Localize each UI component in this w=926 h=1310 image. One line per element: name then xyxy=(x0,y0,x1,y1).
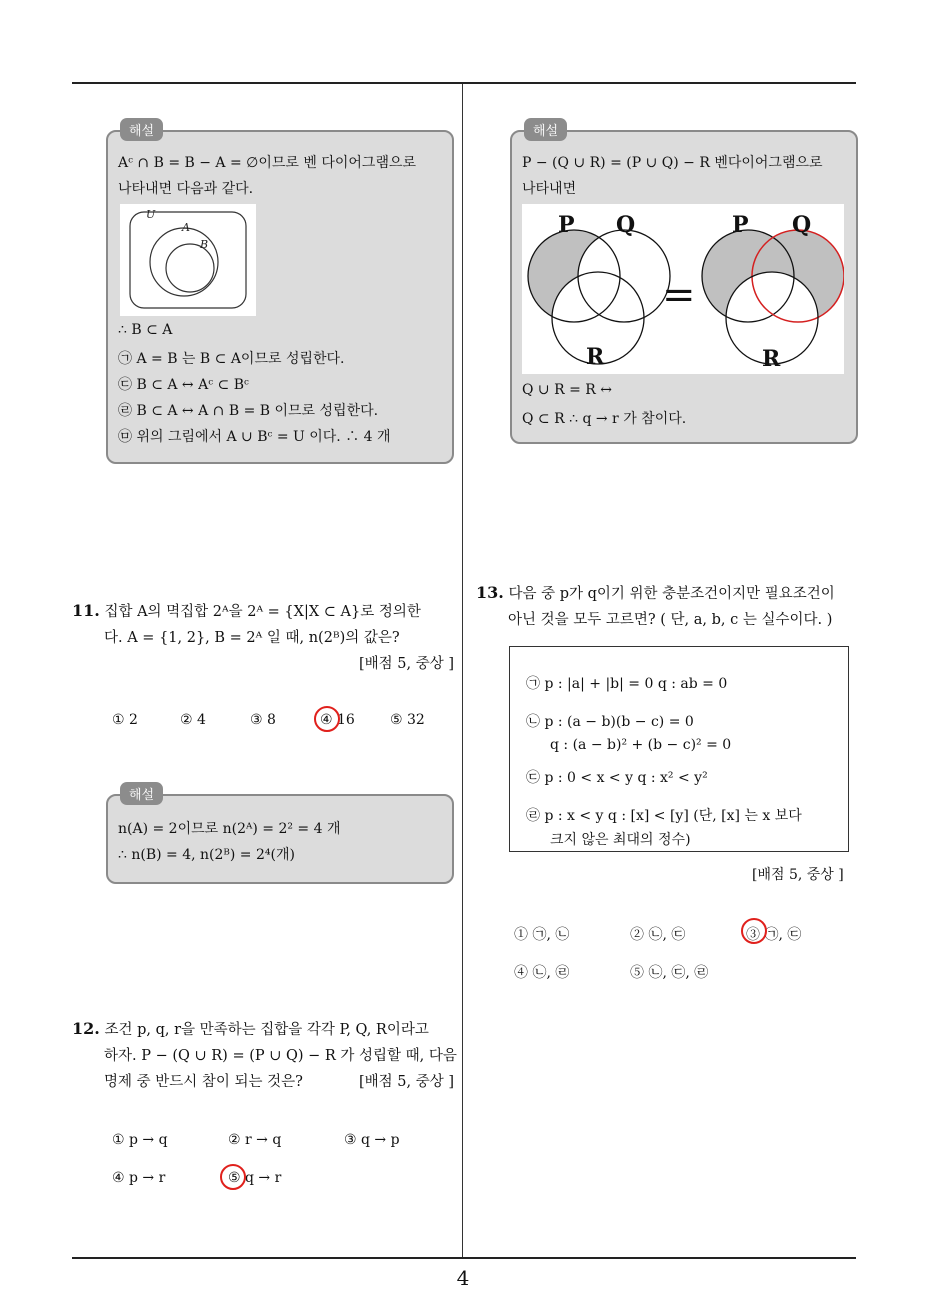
choice-option[interactable]: ⑤ 32 xyxy=(390,712,425,728)
question-text: 아닌 것을 모두 고르면? ( 단, a, b, c 는 실수이다. ) xyxy=(508,612,833,628)
choice-option[interactable]: ① 2 xyxy=(112,712,138,728)
solution-box-1 xyxy=(106,124,454,464)
question-number: 11. xyxy=(72,601,100,620)
question-11 xyxy=(72,598,454,677)
solution-tag: 해설 xyxy=(120,782,163,805)
question-text: 명제 중 반드시 참이 되는 것은? xyxy=(104,1074,303,1090)
solution-line: Aᶜ ∩ B = B − A = ∅이므로 벤 다이어그램으로 xyxy=(118,155,417,171)
solution-line: ㉤ 위의 그림에서 A ∪ Bᶜ = U 이다. ∴ 4 개 xyxy=(118,429,391,445)
choice-option[interactable]: ② 4 xyxy=(180,712,206,728)
venn-label-b: B xyxy=(200,238,209,251)
choice-option[interactable]: ④ 16 xyxy=(320,712,355,728)
question-number: 12. xyxy=(72,1019,100,1038)
venn-label-p: P xyxy=(732,212,749,238)
question-text: 하자. P − (Q ∪ R) = (P ∪ Q) − R 가 성립할 때, 다음 xyxy=(104,1048,457,1064)
venn-label-q: Q xyxy=(616,212,636,238)
solution-line: Q ⊂ R ∴ q → r 가 참이다. xyxy=(522,411,687,427)
choice-option[interactable]: ③ q → p xyxy=(344,1132,400,1148)
solution-line: Q ∪ R = R ↔ xyxy=(522,382,613,398)
question-text: 다음 중 p가 q이기 위한 충분조건이지만 필요조건이 xyxy=(508,586,835,602)
question-number: 13. xyxy=(476,583,504,602)
solution-line: 나타내면 다음과 같다. xyxy=(118,181,254,197)
column-divider xyxy=(462,84,463,1258)
bottom-rule xyxy=(72,1257,856,1259)
answer-mark xyxy=(220,1164,246,1190)
score-label: [배점 5, 중상 ] xyxy=(358,1074,454,1090)
question-13 xyxy=(476,580,860,633)
venn-label-u: U xyxy=(146,208,156,221)
question-text: 조건 p, q, r을 만족하는 집합을 각각 P, Q, R이라고 xyxy=(104,1022,429,1038)
solution-tag: 해설 xyxy=(524,118,567,141)
venn-label-a: A xyxy=(182,221,190,234)
choice-option[interactable]: ③ ㉠, ㉢ xyxy=(746,927,802,943)
venn-label-r: R xyxy=(762,346,781,372)
solution-line: n(A) = 2이므로 n(2ᴬ) = 2² = 4 개 xyxy=(118,821,341,837)
choice-option[interactable]: ⑤ q → r xyxy=(228,1170,282,1186)
venn-diagram-pqr xyxy=(522,204,844,374)
choice-option[interactable]: ⑤ ㉡, ㉢, ㉣ xyxy=(630,965,709,981)
choice-option[interactable]: ④ ㉡, ㉣ xyxy=(514,965,570,981)
score-label: [배점 5, 중상 ] xyxy=(358,656,454,672)
question-text: 집합 A의 멱집합 2ᴬ을 2ᴬ = {X|X ⊂ A}로 정의한 xyxy=(104,604,421,620)
condition-line: ㉣ p : x < y q : [x] < [y] (단, [x] 는 x 보다 xyxy=(526,808,802,824)
venn-label-p: P xyxy=(558,212,575,238)
choice-option[interactable]: ① ㉠, ㉡ xyxy=(514,927,570,943)
solution-line: 나타내면 xyxy=(522,181,577,197)
question-12 xyxy=(72,1016,457,1095)
solution-line: P − (Q ∪ R) = (P ∪ Q) − R 벤다이어그램으로 xyxy=(522,155,823,171)
solution-line: ∴ B ⊂ A xyxy=(118,322,173,338)
answer-mark xyxy=(314,706,340,732)
venn-label-q: Q xyxy=(792,212,812,238)
page-number: 4 xyxy=(456,1266,470,1290)
solution-line: ㉣ B ⊂ A ↔ A ∩ B = B 이므로 성립한다. xyxy=(118,403,379,419)
condition-line: ㉢ p : 0 < x < y q : x² < y² xyxy=(526,770,708,786)
solution-box-3 xyxy=(510,124,858,444)
condition-line: 크지 않은 최대의 정수) xyxy=(550,832,691,848)
choice-option[interactable]: ② r → q xyxy=(228,1132,282,1148)
equals-sign: = xyxy=(662,272,696,318)
solution-line: ㉢ B ⊂ A ↔ Aᶜ ⊂ Bᶜ xyxy=(118,377,249,393)
solution-box-2 xyxy=(106,788,454,884)
choice-option[interactable]: ③ 8 xyxy=(250,712,276,728)
solution-tag: 해설 xyxy=(120,118,163,141)
choice-option[interactable]: ② ㉡, ㉢ xyxy=(630,927,686,943)
condition-line: ㉡ p : (a − b)(b − c) = 0 xyxy=(526,714,694,730)
choice-option[interactable]: ④ p → r xyxy=(112,1170,166,1186)
condition-line: q : (a − b)² + (b − c)² = 0 xyxy=(550,737,732,753)
condition-line: ㉠ p : |a| + |b| = 0 q : ab = 0 xyxy=(526,676,728,692)
venn-diagram-subset xyxy=(120,204,256,316)
venn-label-r: R xyxy=(586,344,605,370)
answer-mark xyxy=(741,918,767,944)
choice-option[interactable]: ① p → q xyxy=(112,1132,168,1148)
top-rule xyxy=(72,82,856,84)
conditions-box xyxy=(509,646,849,852)
solution-line: ∴ n(B) = 4, n(2ᴮ) = 2⁴(개) xyxy=(118,847,295,863)
solution-line: ㉠ A = B 는 B ⊂ A이므로 성립한다. xyxy=(118,351,345,367)
score-label: [배점 5, 중상 ] xyxy=(752,867,844,883)
question-text: 다. A = {1, 2}, B = 2ᴬ 일 때, n(2ᴮ)의 값은? xyxy=(104,630,400,646)
